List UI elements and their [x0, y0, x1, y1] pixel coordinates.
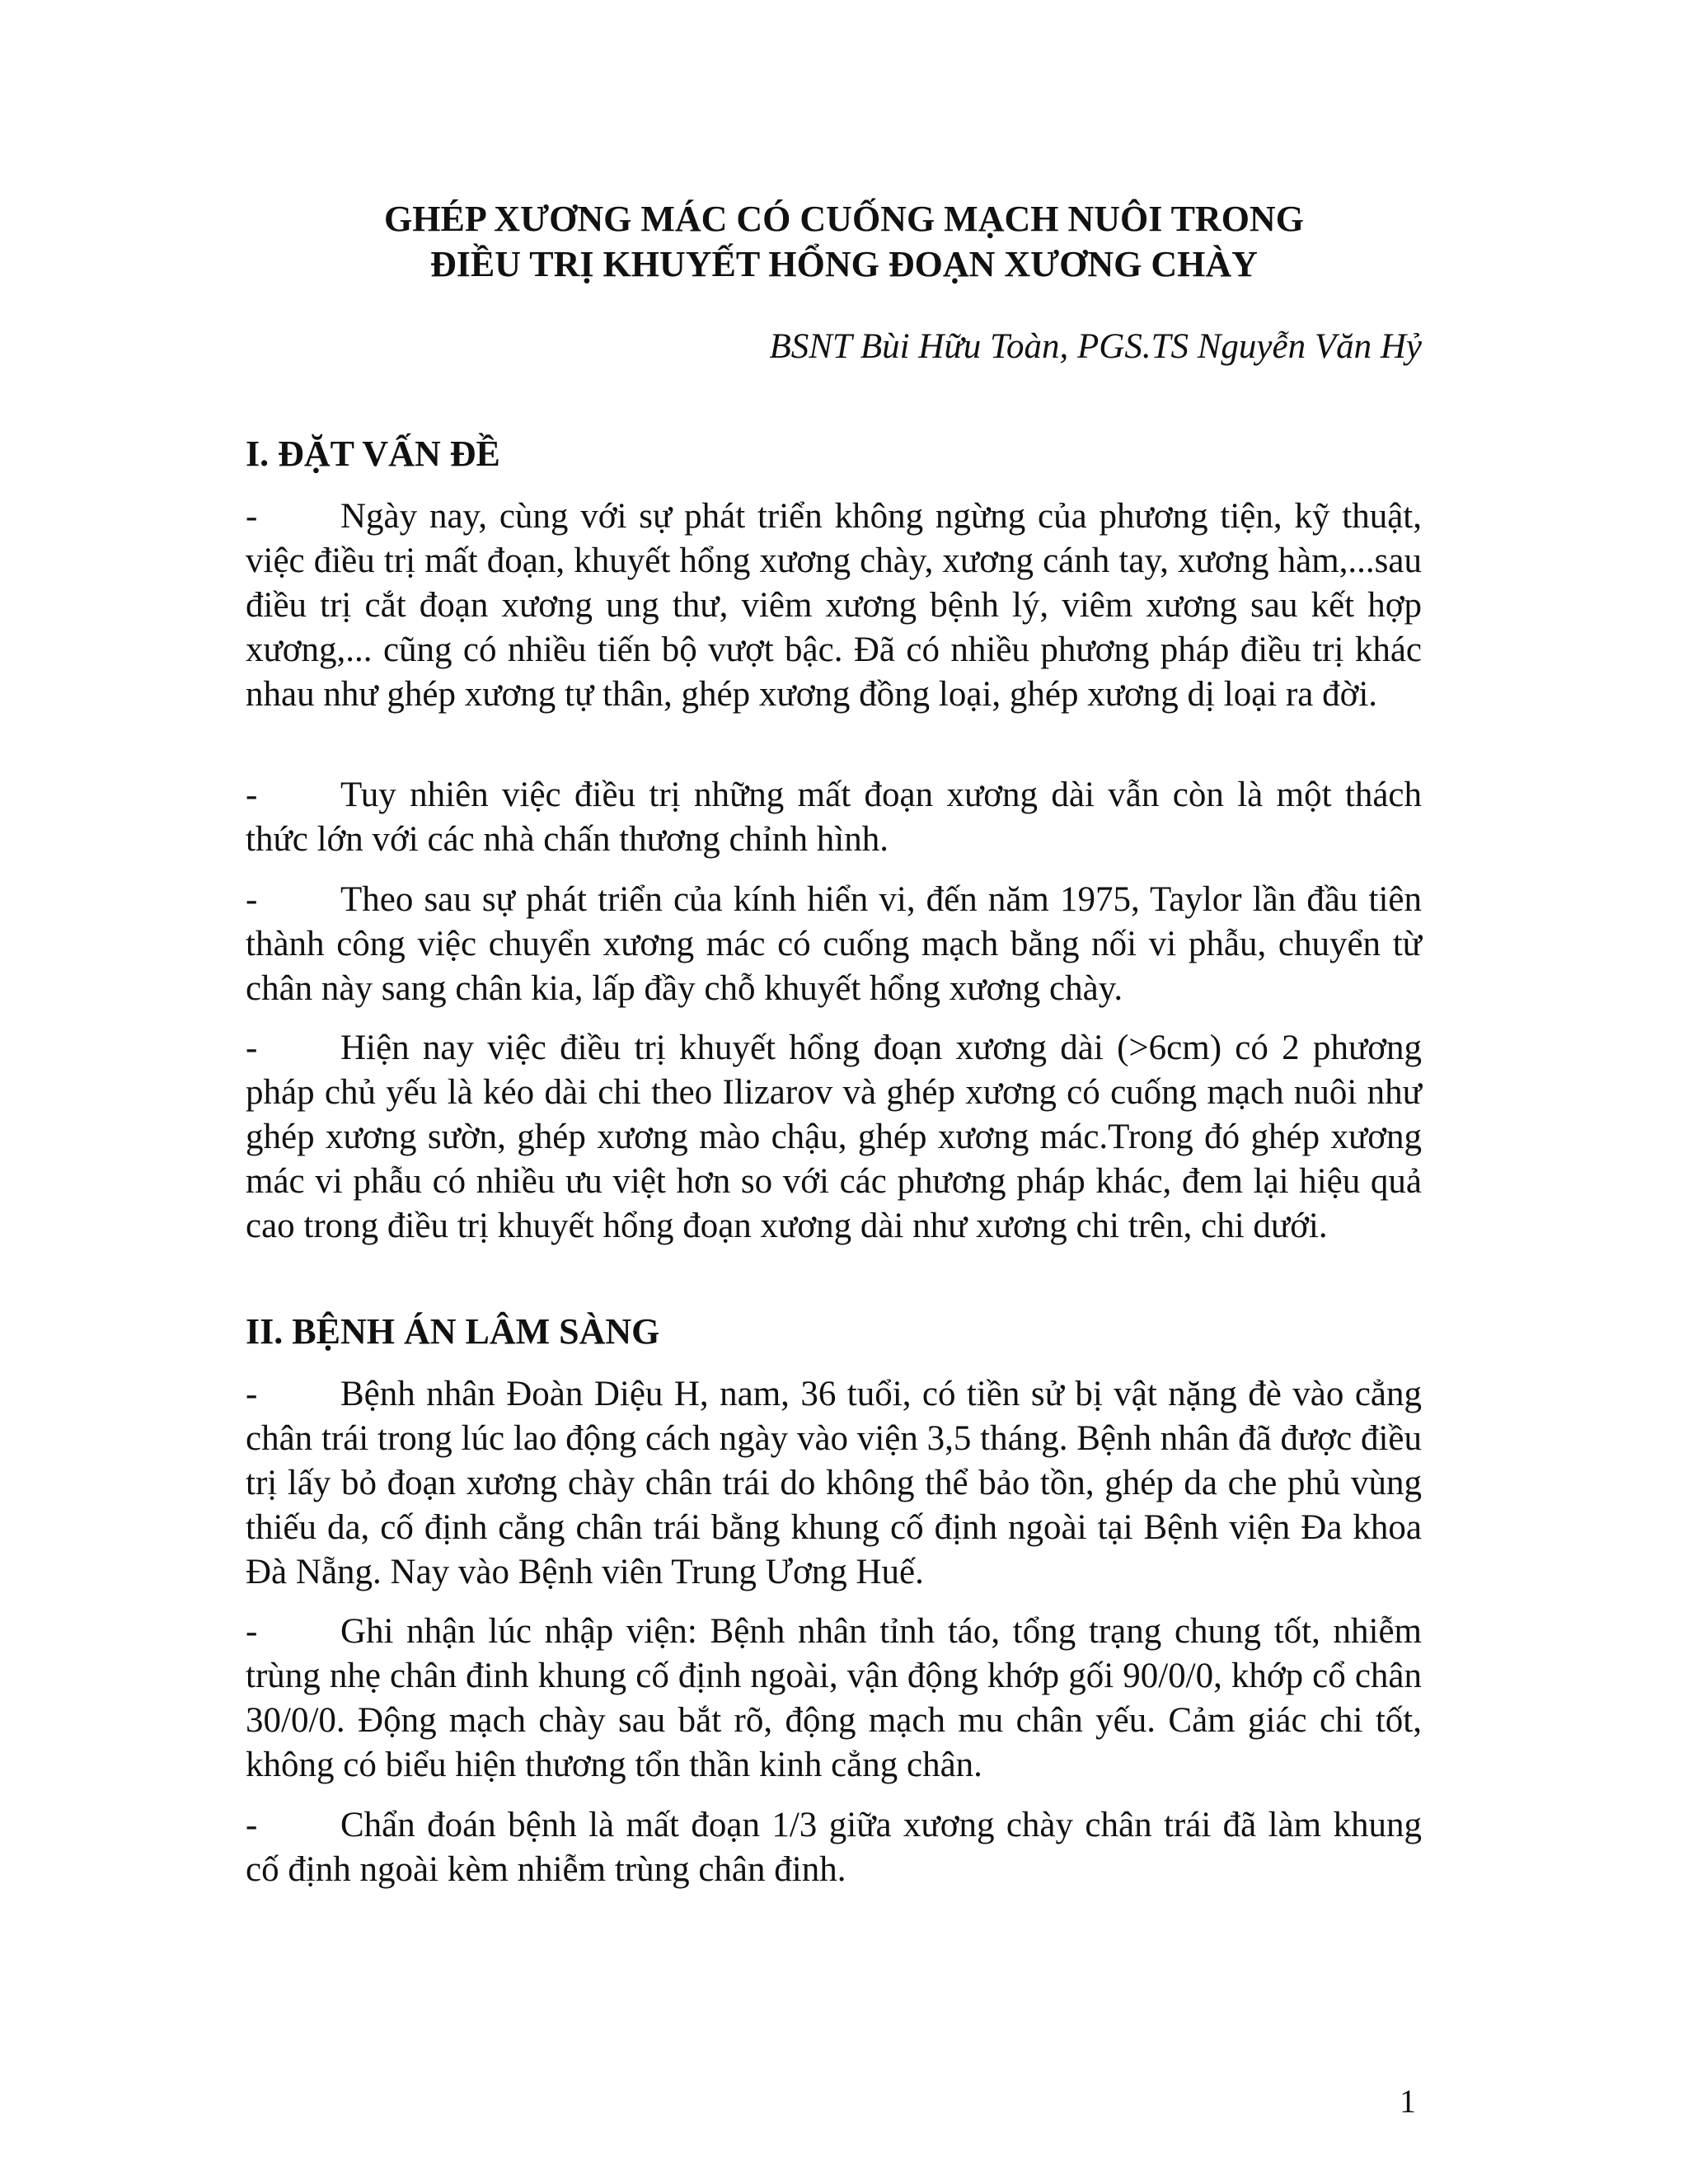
paragraph-text: Chẩn đoán bệnh là mất đoạn 1/3 giữa xương chày chân trái đã làm khung cố định ngoài kèm nhiễm trùng chân đinh.: [246, 1806, 1422, 1889]
list-dash: -: [246, 1375, 258, 1413]
paragraph-1-4: [246, 1026, 1422, 1249]
authors-line: BSNT Bùi Hữu Toàn, PGS.TS Nguyễn Văn Hỷ: [769, 327, 1422, 366]
list-dash: -: [246, 1612, 258, 1651]
list-dash: -: [246, 776, 258, 814]
paragraph-text: Tuy nhiên việc điều trị những mất đoạn xương dài vẫn còn là một thách thức lớn với các nhà chấn thương chỉnh hình.: [246, 776, 1422, 859]
section-heading-1: I. ĐẶT VẤN ĐỀ: [246, 434, 500, 474]
title-line-1: GHÉP XƯƠNG MÁC CÓ CUỐNG MẠCH NUÔI TRONG: [384, 199, 1304, 239]
paragraph-1-2: [246, 773, 1422, 862]
paragraph-text: Ghi nhận lúc nhập viện: Bệnh nhân tỉnh táo, tổng trạng chung tốt, nhiễm trùng nhẹ chân đinh khung cố định ngoài, vận động khớp gối 90/0/0, khớp cổ chân 30/0/0. Động mạch chày sau bắt rõ, động mạch mu chân yếu. Cảm giác chi tốt, không có biểu hiện thương tổn thần kinh cẳng chân.: [246, 1612, 1422, 1784]
paragraph-1-3: [246, 878, 1422, 1011]
paragraph-text: Hiện nay việc điều trị khuyết hổng đoạn xương dài (>6cm) có 2 phương pháp chủ yếu là kéo dài chi theo Ilizarov và ghép xương có cuống mạch nuôi như ghép xương sườn, ghép xương mào chậu, ghép xương mác.Trong đó ghép xương mác vi phẫu có nhiều ưu việt hơn so với các phương pháp khác, đem lại hiệu quả cao trong điều trị khuyết hổng đoạn xương dài như xương chi trên, chi dưới.: [246, 1029, 1422, 1245]
paragraph-text: Ngày nay, cùng với sự phát triển không ngừng của phương tiện, kỹ thuật, việc điều trị mất đoạn, khuyết hổng xương chày, xương cánh tay, xương hàm,...sau điều trị cắt đoạn xương ung thư, viêm xương bệnh lý, viêm xương sau kết hợp xương,... cũng có nhiều tiến bộ vượt bậc. Đã có nhiều phương pháp điều trị khác nhau như ghép xương tự thân, ghép xương đồng loại, ghép xương dị loại ra đời.: [246, 497, 1422, 714]
paragraph-2-2: [246, 1610, 1422, 1788]
document-title: [247, 196, 1441, 287]
list-dash: -: [246, 1029, 258, 1067]
list-dash: -: [246, 497, 258, 536]
list-dash: -: [246, 1806, 258, 1844]
paragraph-text: Bệnh nhân Đoàn Diệu H, nam, 36 tuổi, có tiền sử bị vật nặng đè vào cẳng chân trái trong lúc lao động cách ngày vào viện 3,5 tháng. Bệnh nhân đã được điều trị lấy bỏ đoạn xương chày chân trái do không thể bảo tồn, ghép da che phủ vùng thiếu da, cố định cẳng chân trái bằng khung cố định ngoài tại Bệnh viện Đa khoa Đà Nẵng. Nay vào Bệnh viên Trung Ương Huế.: [246, 1375, 1422, 1591]
section-heading-2: II. BỆNH ÁN LÂM SÀNG: [246, 1311, 660, 1352]
title-line-2: ĐIỀU TRỊ KHUYẾT HỔNG ĐOẠN XƯƠNG CHÀY: [430, 244, 1258, 284]
paragraph-text: Theo sau sự phát triển của kính hiển vi, đến năm 1975, Taylor lần đầu tiên thành công việc chuyển xương mác có cuống mạch bằng nối vi phẫu, chuyển từ chân này sang chân kia, lấp đầy chỗ khuyết hổng xương chày.: [246, 880, 1422, 1008]
list-dash: -: [246, 880, 258, 919]
paragraph-2-1: [246, 1372, 1422, 1595]
paragraph-2-3: [246, 1803, 1422, 1892]
page-number: 1: [1400, 2083, 1416, 2120]
paragraph-1-1: [246, 494, 1422, 717]
